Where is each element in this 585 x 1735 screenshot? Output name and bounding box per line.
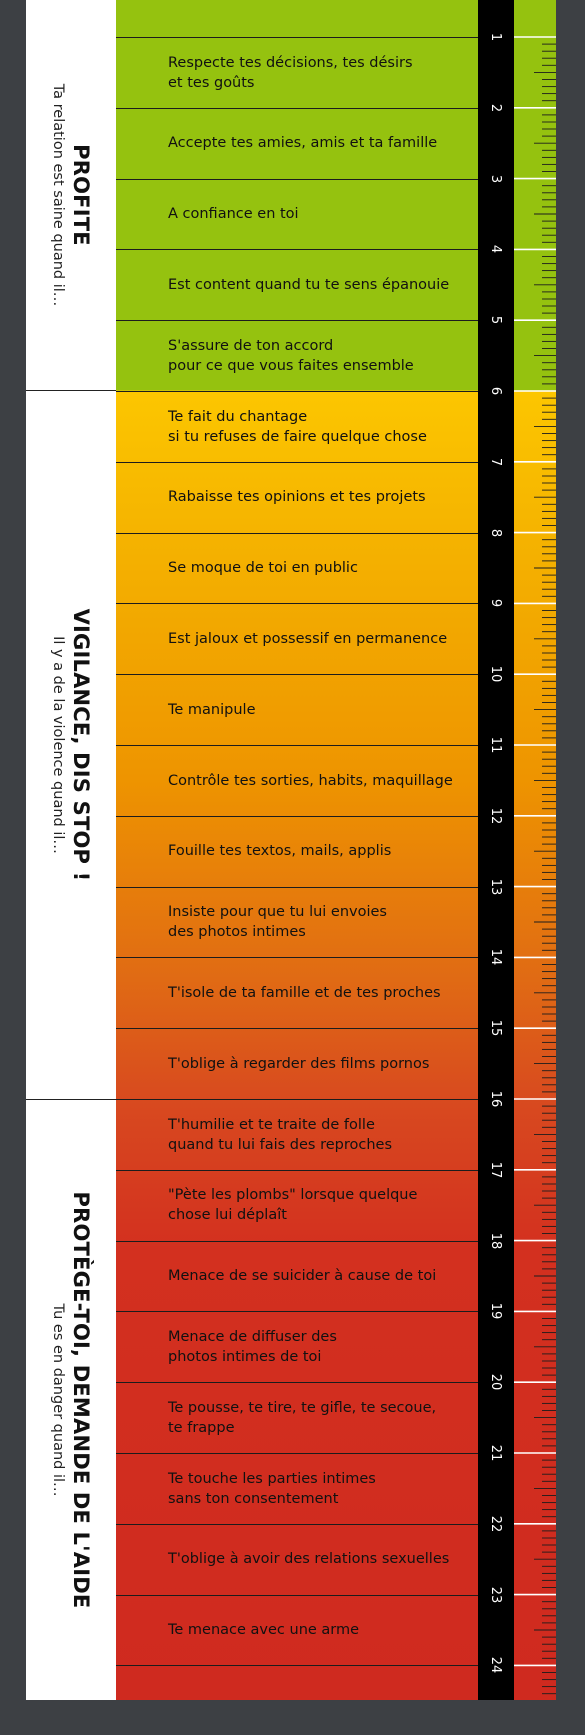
ruler-item-line: si tu refuses de faire quelque chose — [168, 428, 427, 445]
ruler-item-line: Contrôle tes sorties, habits, maquillage — [168, 772, 453, 789]
ruler-item-line: T'isole de ta famille et de tes proches — [168, 984, 441, 1001]
section-subtitle: Ta relation est saine quand il… — [50, 83, 66, 307]
ruler-item-line: Respecte tes décisions, tes désirs — [168, 54, 413, 71]
ruler-number: 5 — [488, 316, 504, 325]
ruler-number: 9 — [488, 599, 504, 608]
ruler-item — [116, 391, 478, 461]
ruler-number: 3 — [488, 174, 504, 183]
ruler-item-line: chose lui déplaît — [168, 1207, 287, 1224]
ruler-item — [116, 1453, 478, 1523]
section-subtitle: Il y a de la violence quand il… — [50, 635, 66, 854]
ruler-item-line: T'oblige à regarder des films pornos — [168, 1055, 430, 1072]
ruler-item-line: Rabaisse tes opinions et tes projets — [168, 489, 426, 506]
ruler-item — [116, 249, 478, 319]
ruler-item-text — [168, 133, 437, 153]
ruler-number: 6 — [488, 386, 504, 396]
ruler-item-line: sans ton consentement — [168, 1490, 339, 1507]
ruler-item-line: S'assure de ton accord — [168, 337, 334, 354]
ruler-item-line: et tes goûts — [168, 74, 255, 91]
ruler-item-line: Menace de diffuser des — [168, 1328, 337, 1345]
ruler-item-text — [168, 1185, 417, 1225]
ruler-item-line: Te manipule — [168, 701, 256, 718]
ruler-item — [116, 1241, 478, 1311]
section-profite — [26, 0, 116, 390]
section-subtitle: Tu es en danger quand il… — [50, 1302, 66, 1497]
ruler-number: 1 — [488, 32, 504, 42]
ruler-item-line: Est jaloux et possessif en permanence — [168, 630, 448, 647]
ruler-item-line: T'humilie et te traite de folle — [168, 1116, 375, 1133]
ruler-number: 24 — [488, 1657, 504, 1674]
ruler-item-text — [168, 204, 299, 224]
ruler-number: 2 — [488, 103, 504, 112]
ruler-ticks — [514, 0, 556, 1700]
ruler-item-line: quand tu lui fais des reproches — [168, 1136, 393, 1153]
ruler-item-text — [168, 1398, 436, 1438]
ruler-item-text — [168, 983, 441, 1003]
ruler-item-text — [168, 275, 449, 295]
ruler-item — [116, 1524, 478, 1594]
ruler-item-text — [168, 407, 427, 447]
ruler-item-line: pour ce que vous faites ensemble — [168, 357, 414, 374]
ruler-item-text — [168, 53, 413, 93]
ruler-item-line: Se moque de toi en public — [168, 560, 358, 577]
behavior-list — [116, 0, 478, 1700]
ruler-number: 7 — [488, 457, 504, 466]
ruler-item — [116, 108, 478, 178]
ruler-item — [116, 462, 478, 532]
ruler-item — [116, 816, 478, 886]
ruler-item-line: "Pète les plombs" lorsque quelque — [168, 1187, 418, 1204]
ruler-item — [116, 674, 478, 744]
ruler-item-text — [168, 558, 358, 578]
ruler-number: 22 — [488, 1515, 504, 1533]
ruler-item — [116, 745, 478, 815]
ruler-item-text — [168, 771, 453, 791]
ruler-item-line: A confiance en toi — [168, 206, 299, 223]
ruler-item-line: T'oblige à avoir des relations sexuelles — [168, 1551, 450, 1568]
ruler-item-text — [168, 1620, 359, 1640]
ruler-item — [116, 320, 478, 390]
ruler-item-line: Menace de se suicider à cause de toi — [168, 1268, 437, 1285]
ruler-item-text — [168, 487, 426, 507]
ruler-number: 17 — [488, 1161, 504, 1179]
ruler-item — [116, 603, 478, 673]
ruler-item-text — [168, 841, 391, 861]
ruler-item-text — [168, 902, 387, 942]
ruler-item-line: Accepte tes amies, amis et ta famille — [168, 135, 438, 152]
ruler-item-line: Te fait du chantage — [168, 408, 308, 425]
ruler-item-line: Fouille tes textos, mails, applis — [168, 843, 392, 860]
ruler-number: 18 — [488, 1232, 504, 1249]
section-title: VIGILANCE, DIS STOP ! — [69, 608, 93, 881]
ruler-item-line: te frappe — [168, 1419, 235, 1436]
ruler-item-line: des photos intimes — [168, 924, 306, 941]
ruler-item — [116, 1099, 478, 1169]
ruler-number: 4 — [488, 245, 504, 254]
ruler-item-line: Te menace avec une arme — [168, 1622, 360, 1639]
ruler-number: 14 — [488, 949, 504, 966]
ruler-item-text — [168, 1469, 376, 1509]
ruler-item-text — [168, 336, 414, 376]
ruler-number: 16 — [488, 1090, 504, 1108]
section-title: PROTÈGE-TOI, DEMANDE DE L'AIDE — [69, 1191, 93, 1608]
ruler-item — [116, 957, 478, 1027]
ruler-item-text — [168, 1266, 436, 1286]
ruler-number: 8 — [488, 528, 504, 537]
ruler-number: 19 — [488, 1303, 504, 1320]
violentometre-ruler — [26, 0, 556, 1700]
ruler-number: 15 — [488, 1019, 504, 1037]
ruler-item — [116, 1028, 478, 1098]
ruler-item-text — [168, 1115, 392, 1155]
ruler-item-line: Insiste pour que tu lui envoies — [168, 904, 387, 921]
ruler-item-text — [168, 1327, 337, 1367]
ruler-item — [116, 533, 478, 603]
ruler-item-text — [168, 1549, 449, 1569]
ruler-item — [116, 37, 478, 107]
ruler-tick-strip — [514, 0, 556, 1700]
ruler-item — [116, 1595, 478, 1665]
ruler-item-text — [168, 700, 256, 720]
ruler-item-text — [168, 629, 447, 649]
ruler-number: 10 — [488, 665, 504, 683]
ruler-item — [116, 1665, 478, 1735]
section-title: PROFITE — [69, 144, 93, 246]
ruler-number: 13 — [488, 878, 504, 895]
section-protege-toi — [26, 1099, 116, 1700]
ruler-item — [116, 887, 478, 957]
ruler-number: 12 — [488, 807, 504, 825]
ruler-number: 23 — [488, 1586, 504, 1603]
ruler-item-line: Te pousse, te tire, te gifle, te secoue, — [168, 1399, 437, 1416]
ruler-item — [116, 1382, 478, 1452]
ruler-item-line: Est content quand tu te sens épanouie — [168, 276, 450, 293]
ruler-number: 20 — [488, 1373, 504, 1391]
ruler-item — [116, 1311, 478, 1381]
ruler-item-line: photos intimes de toi — [168, 1348, 322, 1365]
ruler-item — [116, 1170, 478, 1240]
ruler-number: 11 — [488, 736, 504, 754]
ruler-item — [116, 179, 478, 249]
ruler-number: 21 — [488, 1444, 504, 1462]
section-vigilance — [26, 390, 116, 1099]
ruler-number-strip — [478, 0, 514, 1700]
ruler-item-text — [168, 1054, 429, 1074]
ruler-item-line: Te touche les parties intimes — [168, 1470, 376, 1487]
section-label-column — [26, 0, 116, 1700]
